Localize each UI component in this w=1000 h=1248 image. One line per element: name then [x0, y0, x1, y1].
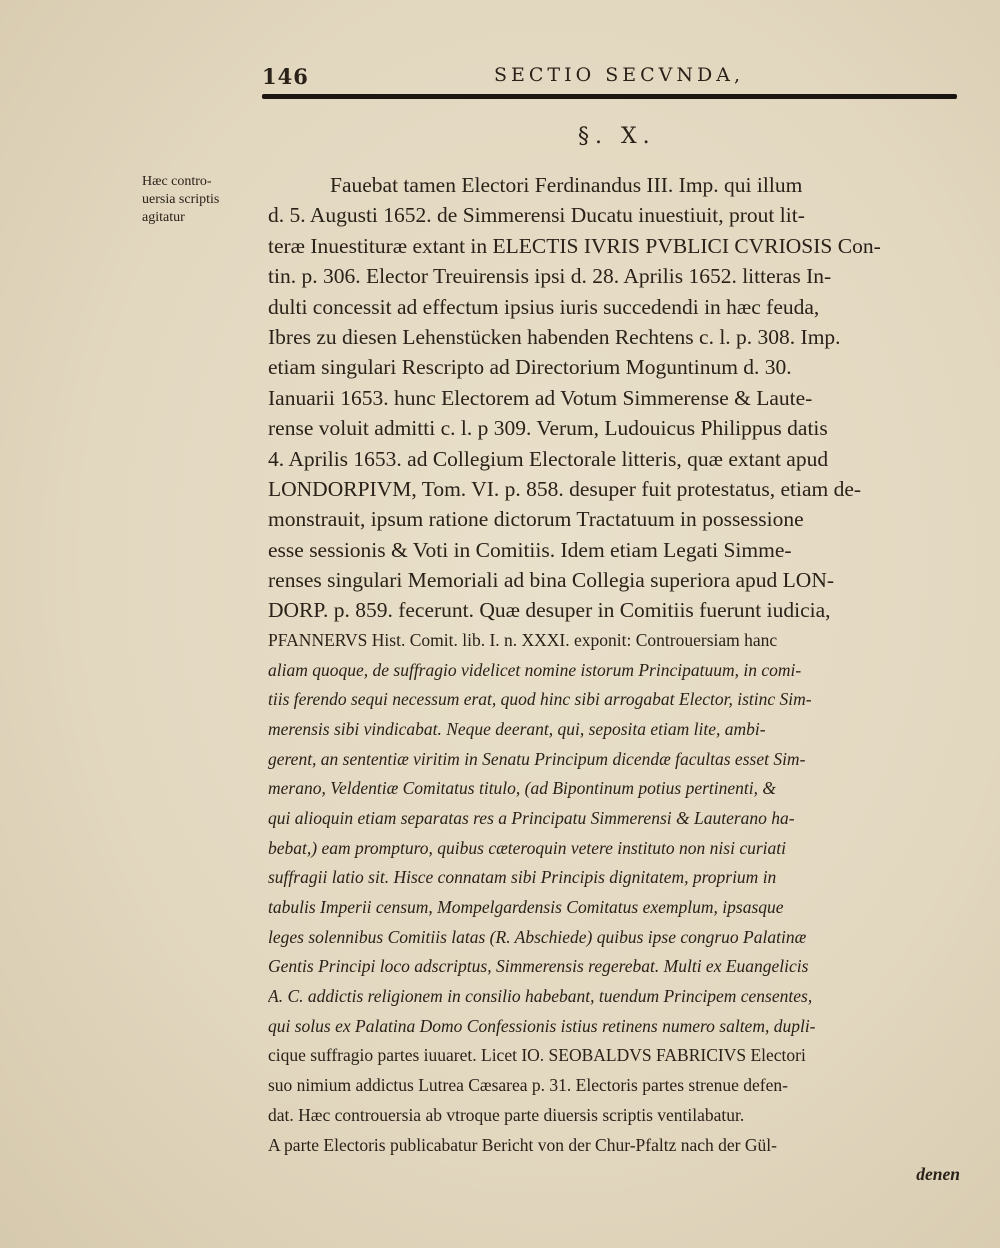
text-line: etiam singulari Rescripto ad Directorium Moguntinum d. 30. [268, 355, 792, 380]
text-line: Ibres zu diesen Lehenstücken habenden Rechtens c. l. p. 308. Imp. [268, 324, 841, 349]
header-title: SECTIO SECVNDA, [494, 64, 744, 86]
text-line: renses singulari Memoriali ad bina Collegia superiora apud LON- [268, 568, 835, 593]
quote-line: merensis sibi vindicabat. Neque deerant, qui, seposita etiam lite, ambi- [268, 718, 766, 739]
page-number: 146 [262, 64, 309, 89]
side-note-line: agitatur [142, 210, 185, 225]
header-rule [262, 94, 957, 99]
catchword: denen [916, 1164, 960, 1185]
side-note-line: uersia scriptis [142, 192, 220, 207]
text-line: suo nimium addictus Lutrea Cæsarea p. 31. Electoris partes strenue defen- [268, 1075, 788, 1096]
quote-line: gerent, an sententiæ viritim in Senatu Principum dicendæ facultas esset Sim- [268, 748, 806, 769]
quote-line: leges solennibus Comitiis latas (R. Abschiede) quibus ipse congruo Palatinæ [268, 926, 807, 947]
running-head [262, 62, 957, 92]
quote-line: aliam quoque, de suffragio videlicet nomine istorum Principatuum, in comi- [268, 659, 802, 680]
quote-line: Gentis Principi loco adscriptus, Simmerensis regerebat. Multi ex Euangelicis [268, 956, 809, 977]
text-line: DORP. p. 859. fecerunt. Quæ desuper in Comitiis fuerunt iudicia, [268, 598, 831, 623]
quote-line: qui alioquin etiam separatas res a Principatu Simmerensi & Lauterano ha- [268, 807, 795, 828]
text-line: dat. Hæc controuersia ab vtroque parte diuersis scriptis ventilabatur. [268, 1104, 745, 1125]
text-line: cique suffragio partes iuuaret. Licet IO. SEOBALDVS FABRICIVS Electori [268, 1045, 806, 1066]
text-line: teræ Inuestituræ extant in ELECTIS IVRIS PVBLICI CVRIOSIS Con- [268, 233, 881, 258]
text-line: LONDORPIVM, Tom. VI. p. 858. desuper fuit protestatus, etiam de- [268, 476, 862, 501]
text-line: 4. Aprilis 1653. ad Collegium Electorale litteris, quæ extant apud [268, 446, 829, 471]
text-line: tin. p. 306. Elector Treuirensis ipsi d. 28. Aprilis 1652. litteras In- [268, 264, 832, 289]
text-line: esse sessionis & Voti in Comitiis. Idem etiam Legati Simme- [268, 537, 792, 562]
quote-line: bebat,) eam prompturo, quibus cæteroquin vetere instituto non nisi curiati [268, 837, 786, 858]
text-line: d. 5. Augusti 1652. de Simmerensi Ducatu inuestiuit, prout lit- [268, 203, 805, 228]
quote-line: A. C. addictis religionem in consilio habebant, tuendum Principem censentes, [268, 986, 813, 1007]
quote-line: merano, Veldentiæ Comitatus titulo, (ad Bipontinum potius pertinenti, & [268, 778, 776, 799]
text-line: dulti concessit ad effectum ipsius iuris succedendi in hæc feuda, [268, 294, 820, 319]
quote-line: PFANNERVS Hist. Comit. lib. I. n. XXXI. exponit: Controuersiam hanc [268, 629, 778, 650]
section-mark: §. X. [578, 124, 656, 149]
quote-line: tabulis Imperii censum, Mompelgardensis Comitatus exemplum, ipsasque [268, 897, 784, 918]
text-line: A parte Electoris publicabatur Bericht von der Chur-Pfaltz nach der Gül- [268, 1134, 777, 1155]
side-note [142, 173, 270, 227]
text-line: Ianuarii 1653. hunc Electorem ad Votum Simmerense & Laute- [268, 385, 813, 410]
body-text [268, 170, 960, 1190]
quote-line: suffragii latio sit. Hisce connatam sibi Principis dignitatem, proprium in [268, 867, 777, 888]
text-line: Fauebat tamen Electori Ferdinandus III. Imp. qui illum [330, 173, 803, 197]
text-line: rense voluit admitti c. l. p 309. Verum, Ludouicus Philippus datis [268, 416, 828, 441]
quote-line: tiis ferendo sequi necessum erat, quod hinc sibi arrogabat Elector, istinc Sim- [268, 689, 812, 710]
quote-line: qui solus ex Palatina Domo Confessionis istius retinens numero saltem, dupli- [268, 1015, 816, 1036]
text-line: monstrauit, ipsum ratione dictorum Tractatuum in possessione [268, 507, 804, 532]
side-note-line: Hæc contro- [142, 174, 212, 189]
